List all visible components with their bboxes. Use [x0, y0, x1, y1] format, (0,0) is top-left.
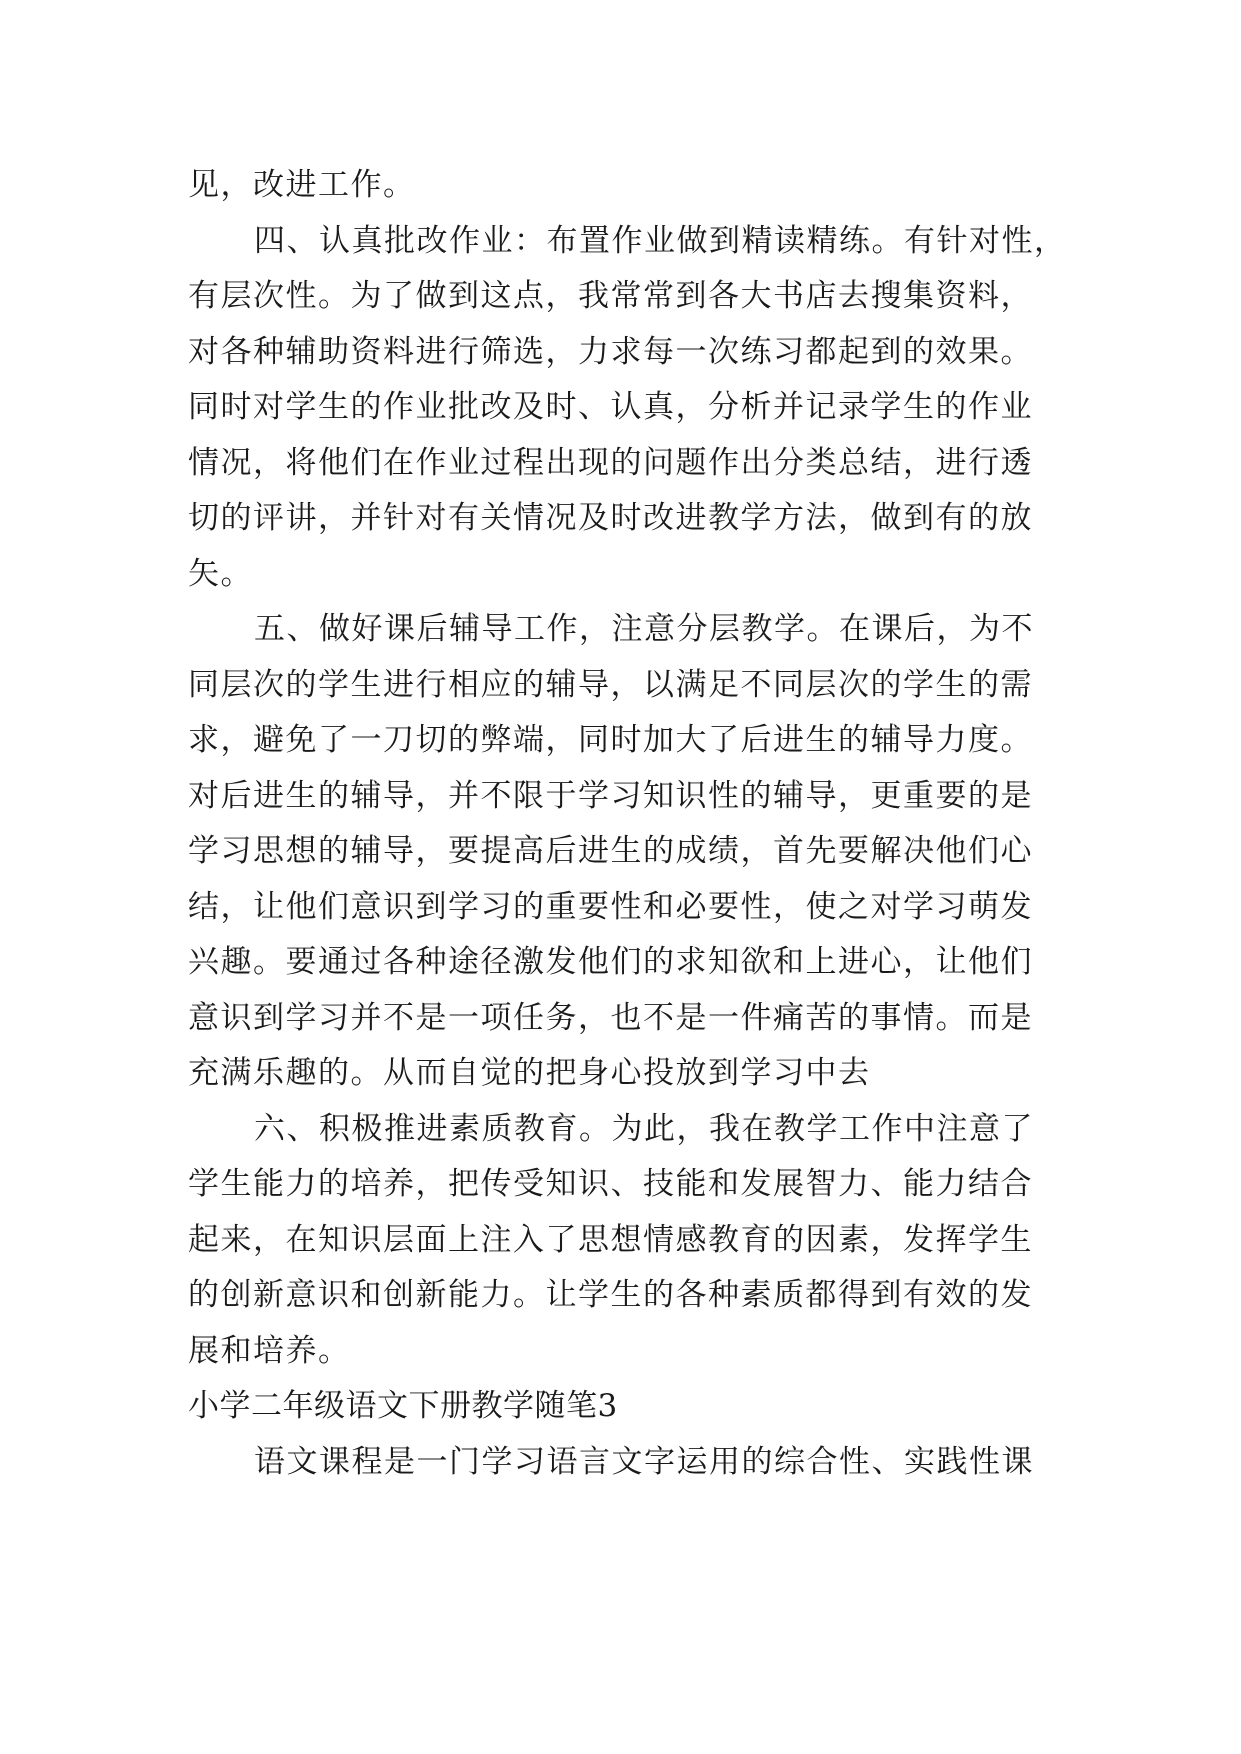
text-line: 的创新意识和创新能力。让学生的各种素质都得到有效的发: [188, 1277, 1033, 1313]
text-line: 结，让他们意识到学习的重要性和必要性，使之对学习萌发: [188, 888, 1033, 925]
text-line: 起来，在知识层面上注入了思想情感教育的因素，发挥学生: [188, 1221, 1033, 1258]
text-line: 见，改进工作。: [188, 167, 416, 203]
text-line: 四、认真批改作业：布置作业做到精读精练。有针对性，: [254, 222, 1067, 259]
text-line: 意识到学习并不是一项任务，也不是一件痛苦的事情。而是: [188, 999, 1033, 1036]
text-line: 同时对学生的作业批改及时、认真，分析并记录学生的作业: [188, 389, 1033, 425]
text-line: 求，避免了一刀切的弊端，同时加大了后进生的辅导力度。: [188, 722, 1033, 758]
document-body: [188, 158, 1067, 1490]
text-line: 对各种辅助资料进行筛选，力求每一次练习都起到的效果。: [188, 333, 1033, 370]
text-line: 对后进生的辅导，并不限于学习知识性的辅导，更重要的是: [188, 777, 1033, 814]
text-line: 语文课程是一门学习语言文字运用的综合性、实践性课: [254, 1443, 1034, 1480]
text-line: 切的评讲，并针对有关情况及时改进教学方法，做到有的放: [188, 500, 1033, 536]
text-line: 兴趣。要通过各种途径激发他们的求知欲和上进心，让他们: [188, 944, 1033, 980]
text-line: 情况，将他们在作业过程出现的问题作出分类总结，进行透: [188, 444, 1033, 481]
text-line: 学习思想的辅导，要提高后进生的成绩，首先要解决他们心: [188, 833, 1033, 869]
text-line: 学生能力的培养，把传受知识、技能和发展智力、能力结合: [188, 1166, 1033, 1202]
text-line: 五、做好课后辅导工作，注意分层教学。在课后，为不: [254, 611, 1034, 647]
text-line: 充满乐趣的。从而自觉的把身心投放到学习中去: [188, 1055, 871, 1091]
text-line: 同层次的学生进行相应的辅导，以满足不同层次的学生的需: [188, 666, 1033, 703]
section-heading: 小学二年级语文下册教学随笔3: [188, 1388, 618, 1424]
text-line: 矢。: [188, 555, 253, 592]
text-line: 展和培养。: [188, 1332, 351, 1369]
text-line: 六、积极推进素质教育。为此，我在教学工作中注意了: [254, 1110, 1034, 1147]
text-line: 有层次性。为了做到这点，我常常到各大书店去搜集资料，: [188, 278, 1033, 314]
